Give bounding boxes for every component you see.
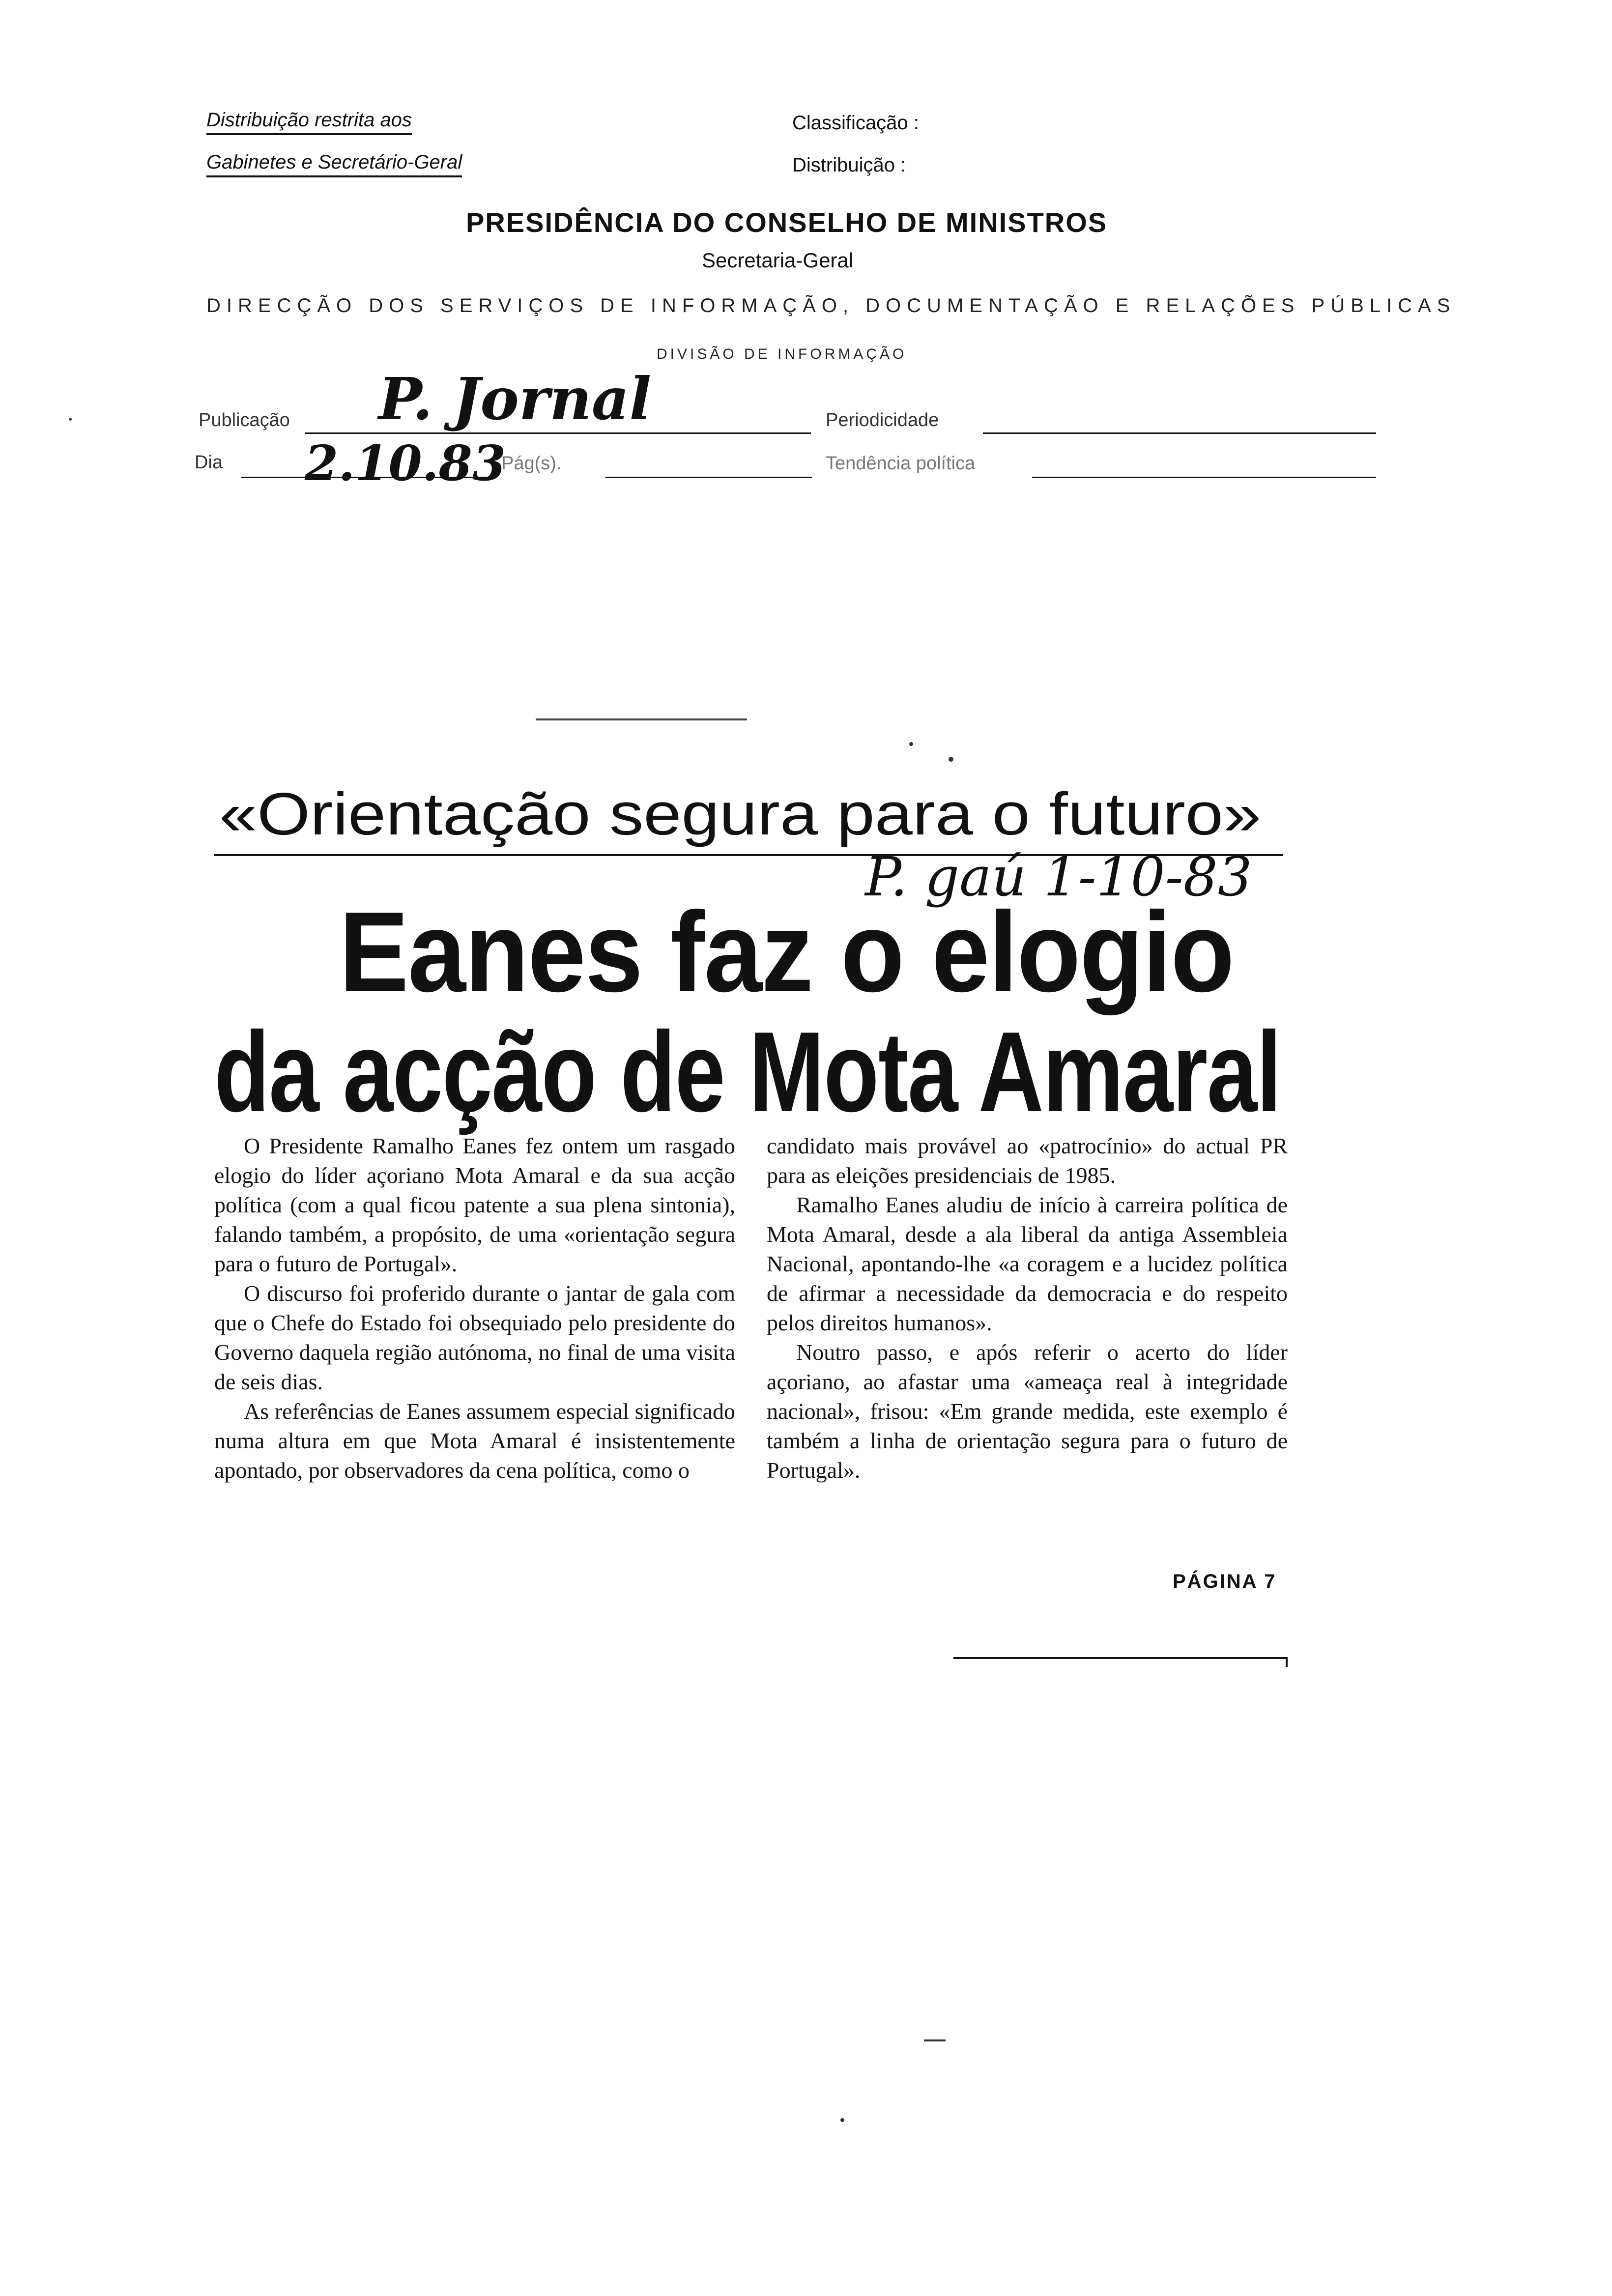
bottom-rule-tick — [1286, 1657, 1288, 1667]
pages-rule — [605, 477, 812, 478]
handwritten-source-note: P. gaú 1-10-83 — [865, 845, 1252, 908]
distribution-label: Distribuição : — [792, 154, 906, 176]
bottom-rule — [953, 1657, 1288, 1659]
day-label: Dia — [195, 452, 223, 473]
body-paragraph: O Presidente Ramalho Eanes fez ontem um rasgado elogio do líder açoriano Mota Amaral e da sua acção política (com a qual ficou patente a sua plena sintonia), falando também, a propósito, de uma «orientação segura para o futuro de Portugal». — [214, 1133, 735, 1276]
restriction-line-2: Gabinetes e Secretário-Geral — [206, 151, 462, 177]
scan-speck — [909, 742, 913, 746]
scan-speck — [840, 2118, 844, 2122]
scan-dash — [924, 2039, 946, 2041]
scan-speck — [69, 418, 72, 421]
body-paragraph: Noutro passo, e após referir o acerto do líder açoriano, ao afastar uma «ameaça real à integridade nacional», frisou: «Em grande medida, este exemplo é também a linha de orientação segura para o futuro de Portugal». — [767, 1340, 1288, 1483]
page-reference: PÁGINA 7 — [1173, 1571, 1277, 1592]
directorate-line: DIRECÇÃO DOS SERVIÇOS DE INFORMAÇÃO, DOCUMENTAÇÃO E RELAÇÕES PÚBLICAS — [206, 295, 1456, 316]
publication-handwritten-value: P. Jornal — [378, 365, 652, 433]
body-paragraph: As referências de Eanes assumem especial significado numa altura em que Mota Amaral é insistentemente apontado, por observadores da cena política, como o — [214, 1399, 735, 1483]
restriction-line-1: Distribuição restrita aos — [206, 109, 412, 135]
periodicity-rule — [983, 432, 1376, 434]
body-paragraph: O discurso foi proferido durante o jantar de gala com que o Chefe do Estado foi obsequiado pelo presidente do Governo daquela região autónoma, no final de uma visita de seis dias. — [214, 1281, 735, 1394]
clipping-edge-mark — [536, 718, 747, 720]
publication-label: Publicação — [199, 410, 290, 430]
article-column-2 — [767, 1131, 1288, 1485]
tendency-label: Tendência política — [826, 453, 976, 474]
article-column-1 — [214, 1131, 735, 1485]
organization-title: PRESIDÊNCIA DO CONSELHO DE MINISTROS — [466, 207, 1108, 238]
scan-speck — [949, 757, 953, 762]
tendency-rule — [1032, 477, 1376, 478]
division-line: DIVISÃO DE INFORMAÇÃO — [657, 346, 907, 362]
classification-label: Classificação : — [792, 112, 919, 134]
headline-line-1: Eanes faz o elogio — [339, 889, 1234, 1016]
day-handwritten-value: 2.10.83 — [305, 435, 506, 492]
body-paragraph: Ramalho Eanes aludiu de início à carreira política de Mota Amaral, desde a ala liberal da antiga Assembleia Nacional, apontando-lhe «a coragem e a lucidez política de afirmar a necessidade da democracia e do respeito pelos direitos humanos». — [767, 1192, 1288, 1335]
periodicity-label: Periodicidade — [826, 410, 939, 430]
body-paragraph: candidato mais provável ao «patrocínio» do actual PR para as eleições presidenciais de 1985. — [767, 1133, 1288, 1188]
pages-label: Pág(s). — [501, 453, 562, 474]
article-kicker: «Orientação segura para o futuro» — [219, 780, 1262, 847]
headline-line-2: da acção de Mota Amaral — [214, 1008, 1281, 1136]
secretariat-subtitle: Secretaria-Geral — [702, 249, 854, 272]
